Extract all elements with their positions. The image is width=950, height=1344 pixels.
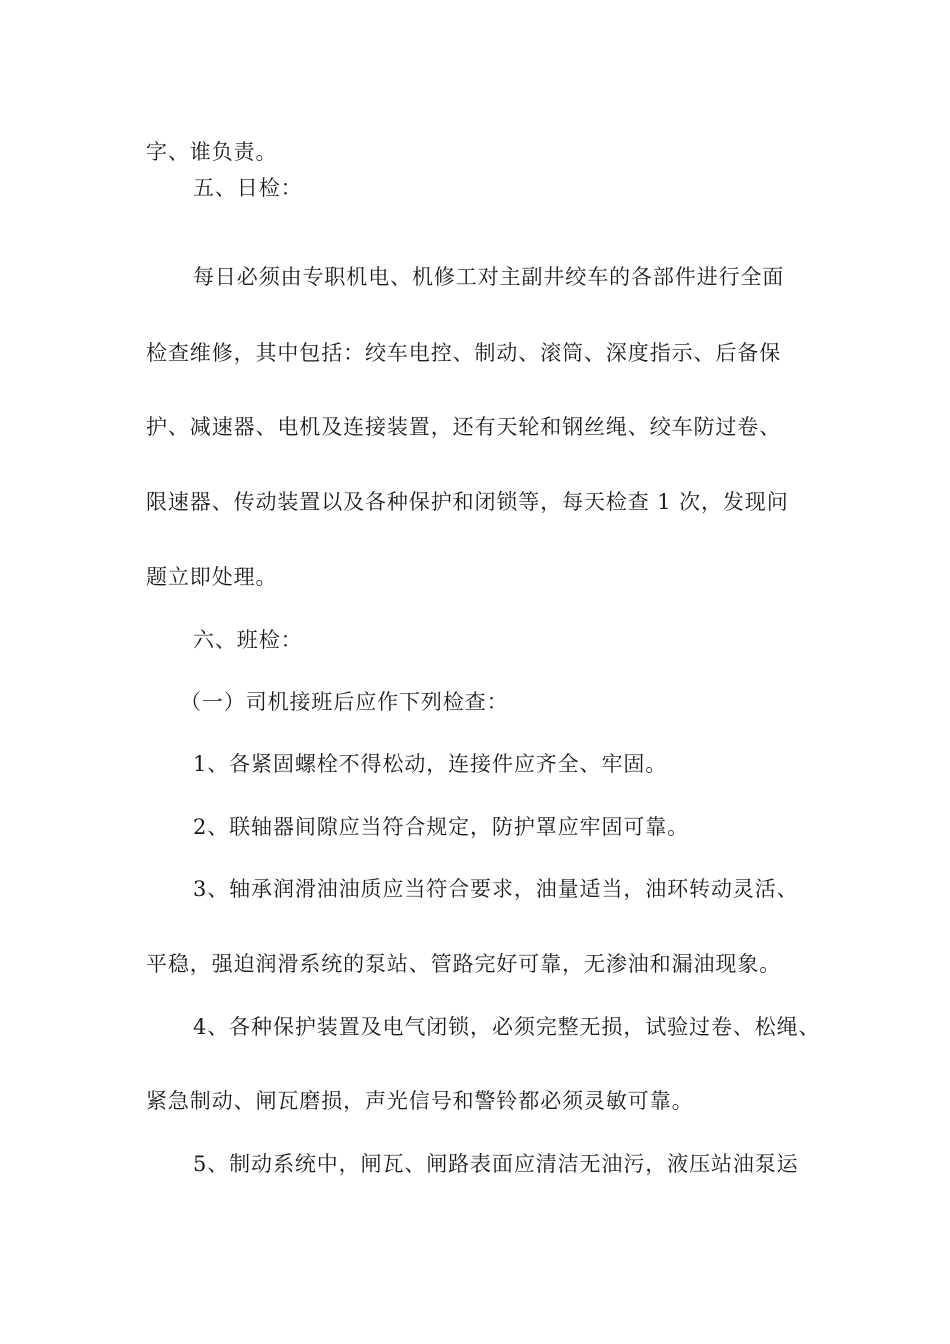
- text-line: 护、减速器、电机及连接装置，还有天轮和钢丝绳、绞车防过卷、: [146, 415, 782, 439]
- text-line: 检查维修，其中包括：绞车电控、制动、滚筒、深度指示、后备保: [146, 341, 782, 365]
- text-line: 平稳，强迫润滑系统的泵站、管路完好可靠，无渗油和漏油现象。: [146, 952, 782, 976]
- text-line: 字、谁负责。: [146, 140, 278, 164]
- section-heading-shift-check: 六、班检：: [193, 628, 303, 652]
- text-line: 限速器、传动装置以及各种保护和闭锁等，每天检查 1 次，发现问: [146, 490, 789, 514]
- text-line: 紧急制动、闸瓦磨损，声光信号和警铃都必须灵敏可靠。: [146, 1089, 694, 1113]
- list-item: 1、各紧固螺栓不得松动，连接件应齐全、牢固。: [193, 752, 668, 776]
- list-item: 2、联轴器间隙应当符合规定，防护罩应牢固可靠。: [193, 815, 690, 839]
- list-item: 3、轴承润滑油油质应当符合要求，油量适当，油环转动灵活、: [193, 877, 799, 901]
- subsection-heading: （一）司机接班后应作下列检查：: [180, 690, 509, 714]
- text-line: 题立即处理。: [146, 565, 278, 589]
- list-item: 5、制动系统中，闸瓦、闸路表面应清洁无油污，液压站油泵运: [193, 1152, 799, 1176]
- text-line: 每日必须由专职机电、机修工对主副井绞车的各部件进行全面: [193, 265, 785, 289]
- list-item: 4、各种保护装置及电气闭锁，必须完整无损，试验过卷、松绳、: [193, 1015, 821, 1039]
- section-heading-daily-check: 五、日检：: [193, 176, 303, 200]
